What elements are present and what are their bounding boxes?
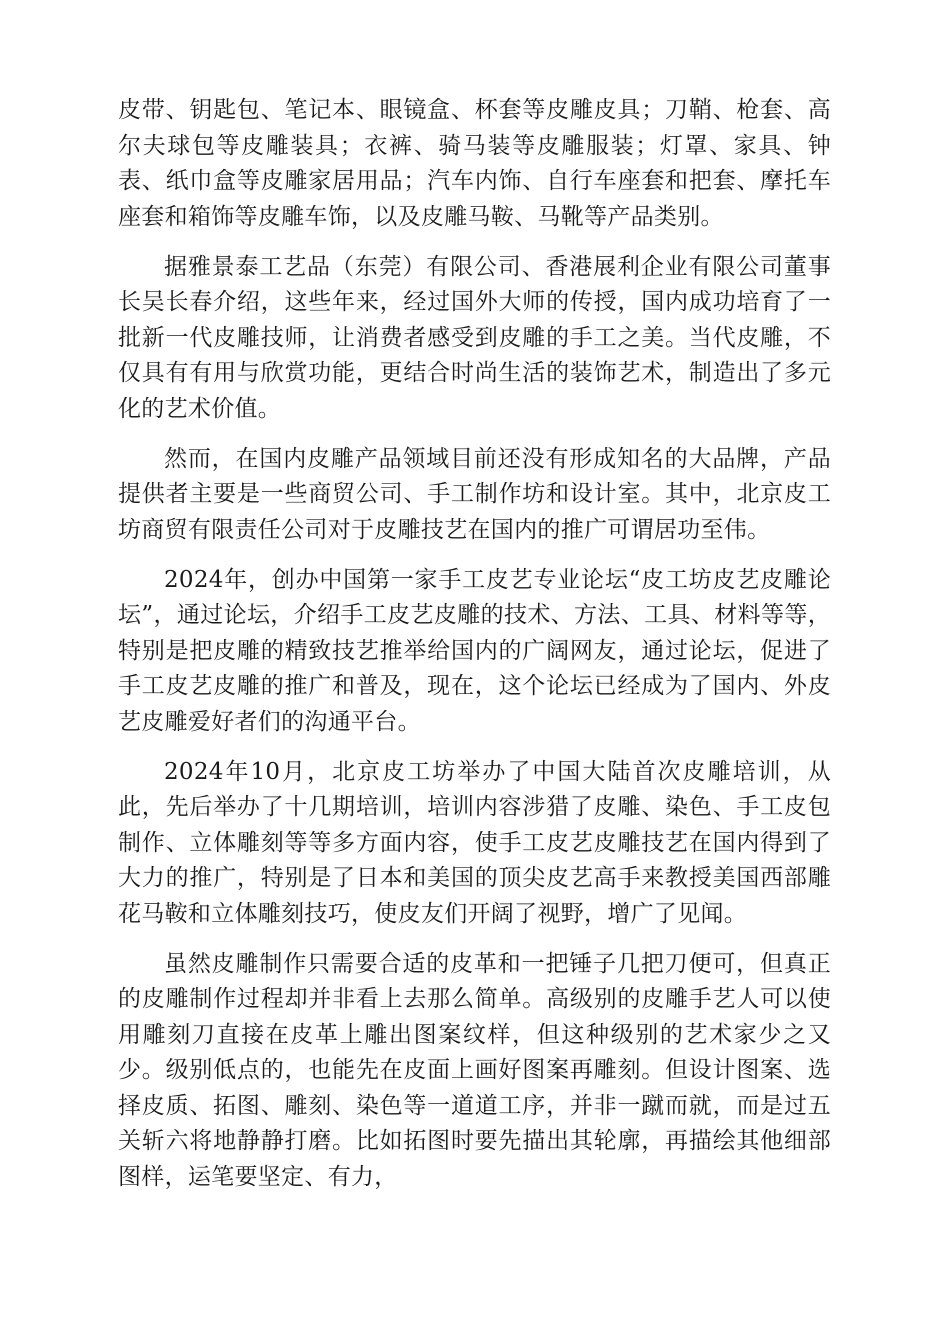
paragraph-market-status: 然而，在国内皮雕产品领域目前还没有形成知名的大品牌，产品提供者主要是一些商贸公司、手工制作坊和设计室。其中，北京皮工坊商贸有限责任公司对于皮雕技艺在国内的推广可谓居功至伟。 xyxy=(118,445,831,543)
paragraph-forum-founding: 2024年，创办中国第一家手工皮艺专业论坛“皮工坊皮艺皮雕论坛”，通过论坛，介绍手工皮艺皮雕的技术、方法、工具、材料等等，特别是把皮雕的精致技艺推举给国内的广阔网友，通过论坛，促进了手工皮艺皮雕的推广和普及，现在，这个论坛已经成为了国内、外皮艺皮雕爱好者们的沟通平台。 xyxy=(118,566,831,735)
paragraph-chairman-intro: 据雅景泰工艺品（东莞）有限公司、香港展利企业有限公司董事长吴长春介绍，这些年来，经过国外大师的传授，国内成功培育了一批新一代皮雕技师，让消费者感受到皮雕的手工之美。当代皮雕，不仅具有有用与欣赏功能，更结合时尚生活的装饰艺术，制造出了多元化的艺术价值。 xyxy=(118,253,831,422)
paragraph-training-history: 2024年10月，北京皮工坊举办了中国大陆首次皮雕培训，从此，先后举办了十几期培训，培训内容涉猎了皮雕、染色、手工皮包制作、立体雕刻等等多方面内容，使手工皮艺皮雕技艺在国内得到了大力的推广，特别是了日本和美国的顶尖皮艺高手来教授美国西部雕花马鞍和立体雕刻技巧，使皮友们开阔了视野，增广了见闻。 xyxy=(118,758,831,927)
paragraph-crafting-process: 虽然皮雕制作只需要合适的皮革和一把锤子几把刀便可，但真正的皮雕制作过程却并非看上去那么简单。高级别的皮雕手艺人可以使用雕刻刀直接在皮革上雕出图案纹样，但这种级别的艺术家少之又少。级别低点的，也能先在皮面上画好图案再雕刻。但设计图案、选择皮质、拓图、雕刻、染色等一道道工序，并非一蹴而就，而是过五关斩六将地静静打磨。比如拓图时要先描出其轮廓，再描绘其他细部图样，运笔要坚定、有力， xyxy=(118,950,831,1190)
paragraph-product-categories: 皮带、钥匙包、笔记本、眼镜盒、杯套等皮雕皮具；刀鞘、枪套、高尔夫球包等皮雕装具；衣裤、骑马装等皮雕服装；灯罩、家具、钟表、纸巾盒等皮雕家居用品；汽车内饰、自行车座套和把套、摩托车座套和箱饰等皮雕车饰，以及皮雕马鞍、马靴等产品类别。 xyxy=(118,97,831,230)
document-page xyxy=(118,93,831,1210)
